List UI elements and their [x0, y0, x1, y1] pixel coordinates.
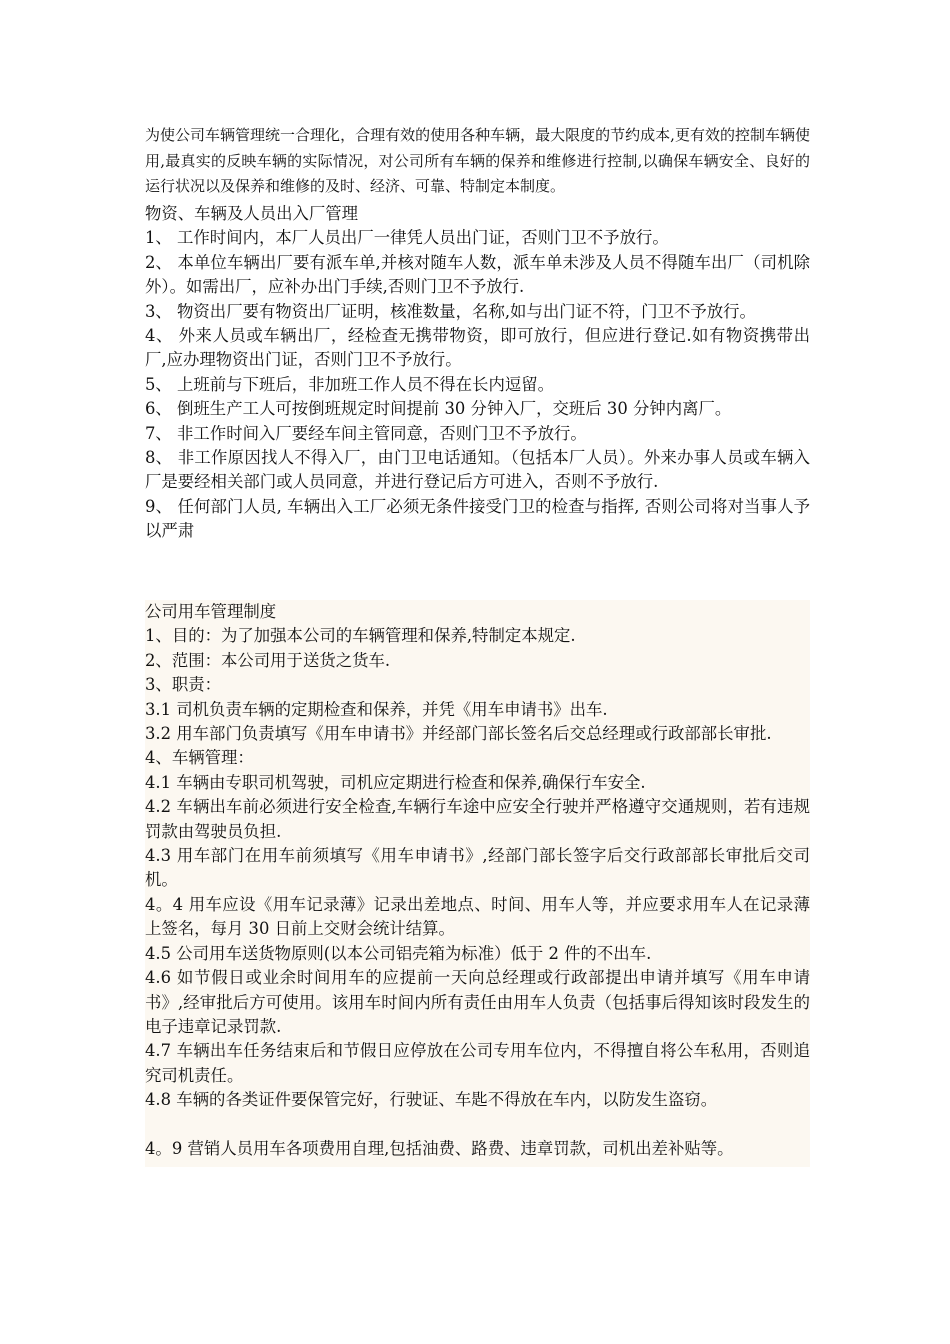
rule-item: 4.8 车辆的各类证件要保管完好，行驶证、车匙不得放在车内，以防发生盗窃。 — [145, 1090, 718, 1110]
rule-item: 1、目的：为了加强本公司的车辆管理和保养,特制定本规定. — [145, 626, 576, 646]
rule-item: 3.1 司机负责车辆的定期检查和保养，并凭《用车申请书》出车. — [145, 699, 608, 719]
rule-item: 4。4 用车应设《用车记录薄》记录出差地点、时间、用车人等，并应要求用车人在记录薄上签名，每月 30 日前上交财会统计结算。 — [145, 894, 810, 939]
intro-paragraph: 为使公司车辆管理统一合理化，合理有效的使用各种车辆，最大限度的节约成本,更有效的控制车辆使用,最真实的反映车辆的实际情况，对公司所有车辆的保养和维修进行控制,以确保车辆安全、良好的运行状况以及保养和维修的及时、经济、可靠、特制定本制度。 — [145, 126, 810, 195]
rule-item: 1、 工作时间内，本厂人员出厂一律凭人员出门证，否则门卫不予放行。 — [145, 228, 669, 248]
rule-item: 9、 任何部门人员, 车辆出入工厂必须无条件接受门卫的检查与指挥, 否则公司将对当事人予以严肃 — [145, 496, 810, 541]
rule-item: 3、职责： — [145, 675, 221, 695]
rule-item: 7、 非工作时间入厂要经车间主管同意，否则门卫不予放行。 — [145, 423, 587, 443]
rule-item: 3.2 用车部门负责填写《用车申请书》并经部门部长签名后交总经理或行政部部长审批. — [145, 724, 772, 744]
section-entry-exit — [145, 202, 810, 544]
rule-item: 2、 本单位车辆出厂要有派车单,并核对随车人数，派车单未涉及人员不得随车出厂（司机除外）。如需出厂，应补办出门手续,否则门卫不予放行. — [145, 252, 810, 297]
section-vehicle-usage — [145, 600, 810, 1167]
rule-item: 4.6 如节假日或业余时间用车的应提前一天向总经理或行政部提出申请并填写《用车申请书》,经审批后方可使用。该用车时间内所有责任由用车人负责（包括事后得知该时段发生的电子违章记录罚款. — [145, 968, 810, 1036]
rule-item: 8、 非工作原因找人不得入厂，由门卫电话通知。（包括本厂人员）。外来办事人员或车辆入厂是要经相关部门或人员同意，并进行登记后方可进入，否则不予放行. — [145, 448, 810, 492]
rule-item: 4.2 车辆出车前必须进行安全检查,车辆行车途中应安全行驶并严格遵守交通规则，若有违规罚款由驾驶员负担. — [145, 797, 810, 841]
section-title: 公司用车管理制度 — [145, 602, 277, 621]
rule-item: 4.7 车辆出车任务结束后和节假日应停放在公司专用车位内，不得擅自将公车私用，否则追究司机责任。 — [145, 1041, 810, 1085]
rule-item: 4.1 车辆由专职司机驾驶，司机应定期进行检查和保养,确保行车安全. — [145, 772, 646, 792]
section-title: 物资、车辆及人员出入厂管理 — [145, 204, 359, 223]
rule-item: 3、 物资出厂要有物资出厂证明，核准数量，名称,如与出门证不符，门卫不予放行。 — [145, 301, 756, 321]
rule-item: 4.5 公司用车送货物原则(以本公司铝壳箱为标准）低于 2 件的不出车. — [145, 943, 652, 963]
rule-item: 4、车辆管理： — [145, 748, 254, 768]
rule-item: 4、 外来人员或车辆出厂，经检查无携带物资，即可放行，但应进行登记.如有物资携带出厂,应办理物资出门证，否则门卫不予放行。 — [145, 326, 810, 370]
rule-item: 2、范围：本公司用于送货之货车. — [145, 650, 391, 670]
rule-item: 4.3 用车部门在用车前须填写《用车申请书》,经部门部长签字后交行政部部长审批后交司机。 — [145, 846, 810, 890]
rule-item: 4。9 营销人员用车各项费用自理,包括油费、路费、违章罚款，司机出差补贴等。 — [145, 1138, 734, 1158]
rule-item: 5、 上班前与下班后，非加班工作人员不得在长内逗留。 — [145, 374, 555, 394]
blank-line — [145, 1113, 810, 1137]
rule-item: 6、 倒班生产工人可按倒班规定时间提前 30 分钟入厂，交班后 30 分钟内离厂。 — [145, 399, 732, 419]
